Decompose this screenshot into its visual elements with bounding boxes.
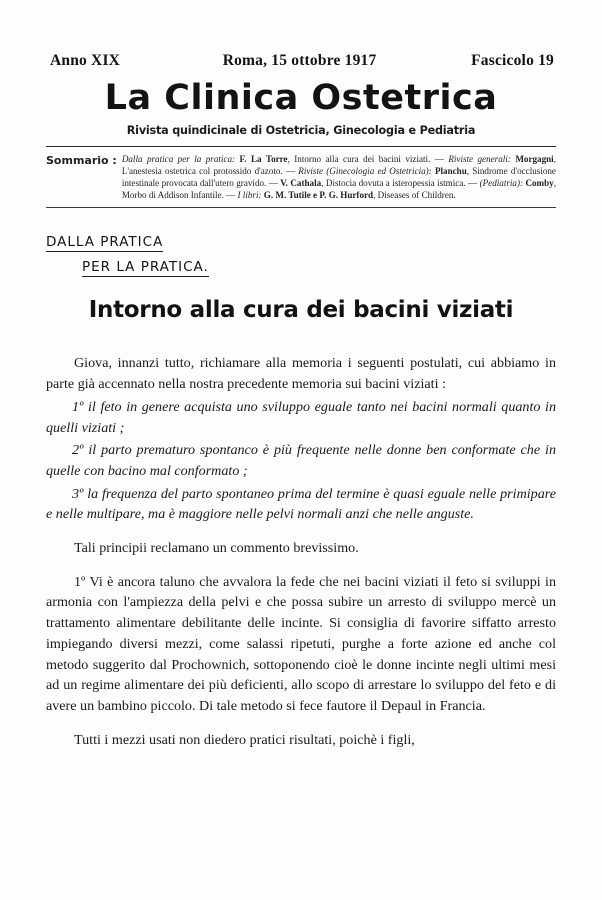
section-heading-per-la-pratica-label: PER LA PRATICA. [82,259,209,276]
paragraph: Giova, innanzi tutto, richiamare alla memoria i seguenti postulati, cui abbiamo in parte già accennato nella nostra precedente memoria sui bacini viziati : [46,355,556,393]
summary-text: Dalla pratica per la pratica: F. La Torre, Intorno alla cura dei bacini viziati. — Riviste generali: Morgagni, L'anestesia ostetrica col protossido d'azoto. — Riviste (Ginecologia ed Ostetricia): Planchu, Sindrome d'occlusione intestinale provocata dall'utero gravido. — V. Cathala, Distocia dovuta a isteropessia istmica. — (Pediatria): Comby, Morbo di Addison Infantile. — I libri: G. M. Tutile e P. G. Hurford, Diseases of Children. [121,153,557,201]
masthead-date: Roma, 15 ottobre 1917 [222,52,377,69]
section-heading-dalla-pratica-label: DALLA PRATICA [46,234,164,251]
article-title: Intorno alla cura dei bacini viziati [88,297,514,324]
divider-bottom [46,207,556,208]
section-heading-dalla-pratica [46,234,556,250]
masthead-year: Anno XIX [50,52,121,69]
page-content [46,52,556,751]
paragraph: Tutti i mezzi usati non diedero pratici risultati, poichè i figli, [74,731,415,748]
divider-top [46,146,556,147]
section-heading-per-la-pratica [46,259,556,275]
paragraph: Tali principii reclamano un commento brevissimo. [74,540,359,557]
paragraph: 2º il parto prematuro spontanco è più frequente nelle donne ben conformate che in quelle con bacino mal conformato ; [46,442,556,479]
journal-title: La Clinica Ostetrica [104,78,498,118]
paragraph: 1º Vi è ancora taluno che avvalora la fede che nei bacini viziati il feto si sviluppi in armonia con l'ampiezza della pelvi e che possa subire un arresto di sviluppo mercè un trattamento alimentare debilitante delle incinte. Si consiglia di favorire siffatto arresto impiegando diversi mezzi, come salassi ripetuti, purghe a forte azione ed anche col metodo suggerito dal Prochownich, sottoponendo cioè le donne incinte negli ultimi mesi ad un regime alimentare dei più deficienti, allo scopo di arrestare lo sviluppo del feto e di avere un bambino piccolo. Di tale metodo si fece fautore il Depaul in Francia. [46,573,556,714]
journal-subtitle: Rivista quindicinale di Ostetricia, Ginecologia e Pediatria [126,123,476,137]
summary-label: Sommario : [46,153,117,167]
masthead-issue: Fascicolo 19 [471,52,554,69]
article-body [46,353,556,750]
summary-section [46,153,556,202]
paragraph: 1º il feto in genere acquista uno sviluppo eguale tanto nei bacini normali quanto in quelli viziati ; [46,398,556,436]
paragraph: 3º la frequenza del parto spontaneo prima del termine è quasi eguale nelle primipare e nelle multipare, ma è maggiore nelle pelvi normali anzi che nelle anguste. [46,485,556,523]
masthead [46,52,556,70]
